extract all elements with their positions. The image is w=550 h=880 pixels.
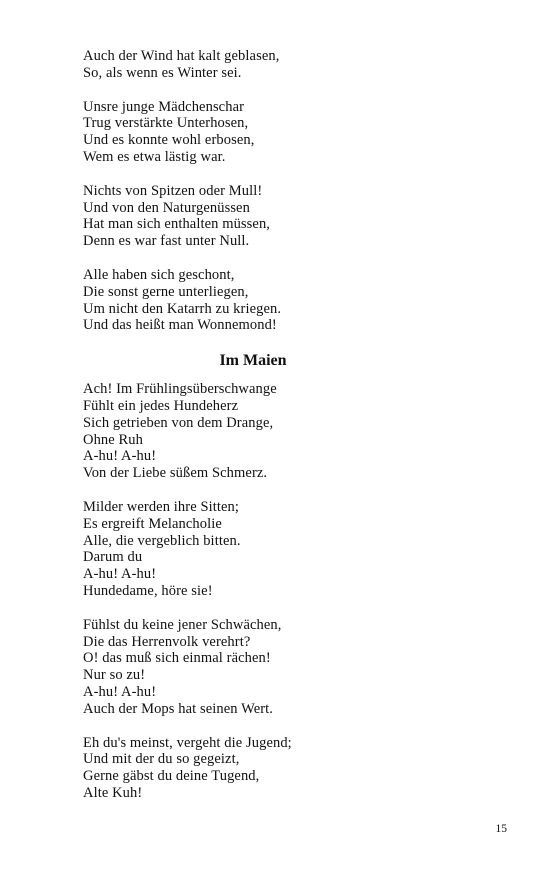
stanza	[83, 48, 503, 82]
verse-line: Hat man sich enthalten müssen,	[83, 216, 271, 233]
poem-im-maien	[83, 381, 503, 802]
verse-line: Die sonst gerne unterliegen,	[83, 283, 249, 300]
stanza	[83, 183, 503, 250]
verse-line: Milder werden ihre Sitten;	[83, 498, 240, 515]
page-number: 15	[495, 823, 507, 835]
stanza	[83, 735, 503, 802]
verse-line: Fühlst du keine jener Schwächen,	[83, 616, 282, 633]
verse-line: Denn es war fast unter Null.	[83, 233, 250, 250]
verse-line: Wem es etwa lästig war.	[83, 148, 226, 165]
verse-line: Hundedame, höre sie!	[83, 582, 213, 599]
poem-title: Im Maien	[219, 352, 287, 370]
verse-line: Alle haben sich geschont,	[83, 266, 235, 283]
verse-line: Ach! Im Frühlingsüberschwange	[83, 381, 277, 398]
verse-line: Die das Herrenvolk verehrt?	[83, 633, 251, 650]
verse-line: Alte Kuh!	[83, 784, 143, 801]
verse-line: Nichts von Spitzen oder Mull!	[83, 182, 263, 199]
verse-line: Um nicht den Katarrh zu kriegen.	[83, 300, 282, 317]
verse-line: Nur so zu!	[83, 667, 146, 684]
verse-line: A-hu! A-hu!	[83, 448, 157, 465]
stanza	[83, 381, 503, 482]
verse-line: Es ergreift Melancholie	[83, 515, 222, 532]
verse-line: Sich getrieben von dem Drange,	[83, 414, 274, 431]
verse-line: Und von den Naturgenüssen	[83, 199, 250, 216]
verse-line: Und mit der du so gegeizt,	[83, 751, 240, 768]
stanza	[83, 617, 503, 718]
poem-continued	[83, 48, 503, 334]
verse-line: A-hu! A-hu!	[83, 683, 157, 700]
verse-line: Darum du	[83, 549, 143, 566]
verse-line: Trug verstärkte Unterhosen,	[83, 115, 249, 132]
stanza	[83, 99, 503, 166]
stanza	[83, 267, 503, 334]
verse-line: So, als wenn es Winter sei.	[83, 64, 242, 81]
verse-line: Und es konnte wohl erbosen,	[83, 132, 255, 149]
verse-line: A-hu! A-hu!	[83, 566, 157, 583]
verse-line: Unsre junge Mädchenschar	[83, 98, 245, 115]
verse-line: Auch der Mops hat seinen Wert.	[83, 700, 274, 717]
verse-line: O! das muß sich einmal rächen!	[83, 650, 271, 667]
verse-line: Eh du's meinst, vergeht die Jugend;	[83, 734, 292, 751]
verse-line: Auch der Wind hat kalt geblasen,	[83, 48, 280, 64]
verse-line: Fühlt ein jedes Hundeherz	[83, 397, 239, 414]
verse-line: Und das heißt man Wonnemond!	[83, 317, 277, 334]
verse-line: Gerne gäbst du deine Tugend,	[83, 768, 260, 785]
page-body	[83, 48, 503, 819]
verse-line: Alle, die vergeblich bitten.	[83, 532, 241, 549]
verse-line: Ohne Ruh	[83, 431, 144, 448]
stanza	[83, 499, 503, 600]
verse-line: Von der Liebe süßem Schmerz.	[83, 465, 268, 482]
